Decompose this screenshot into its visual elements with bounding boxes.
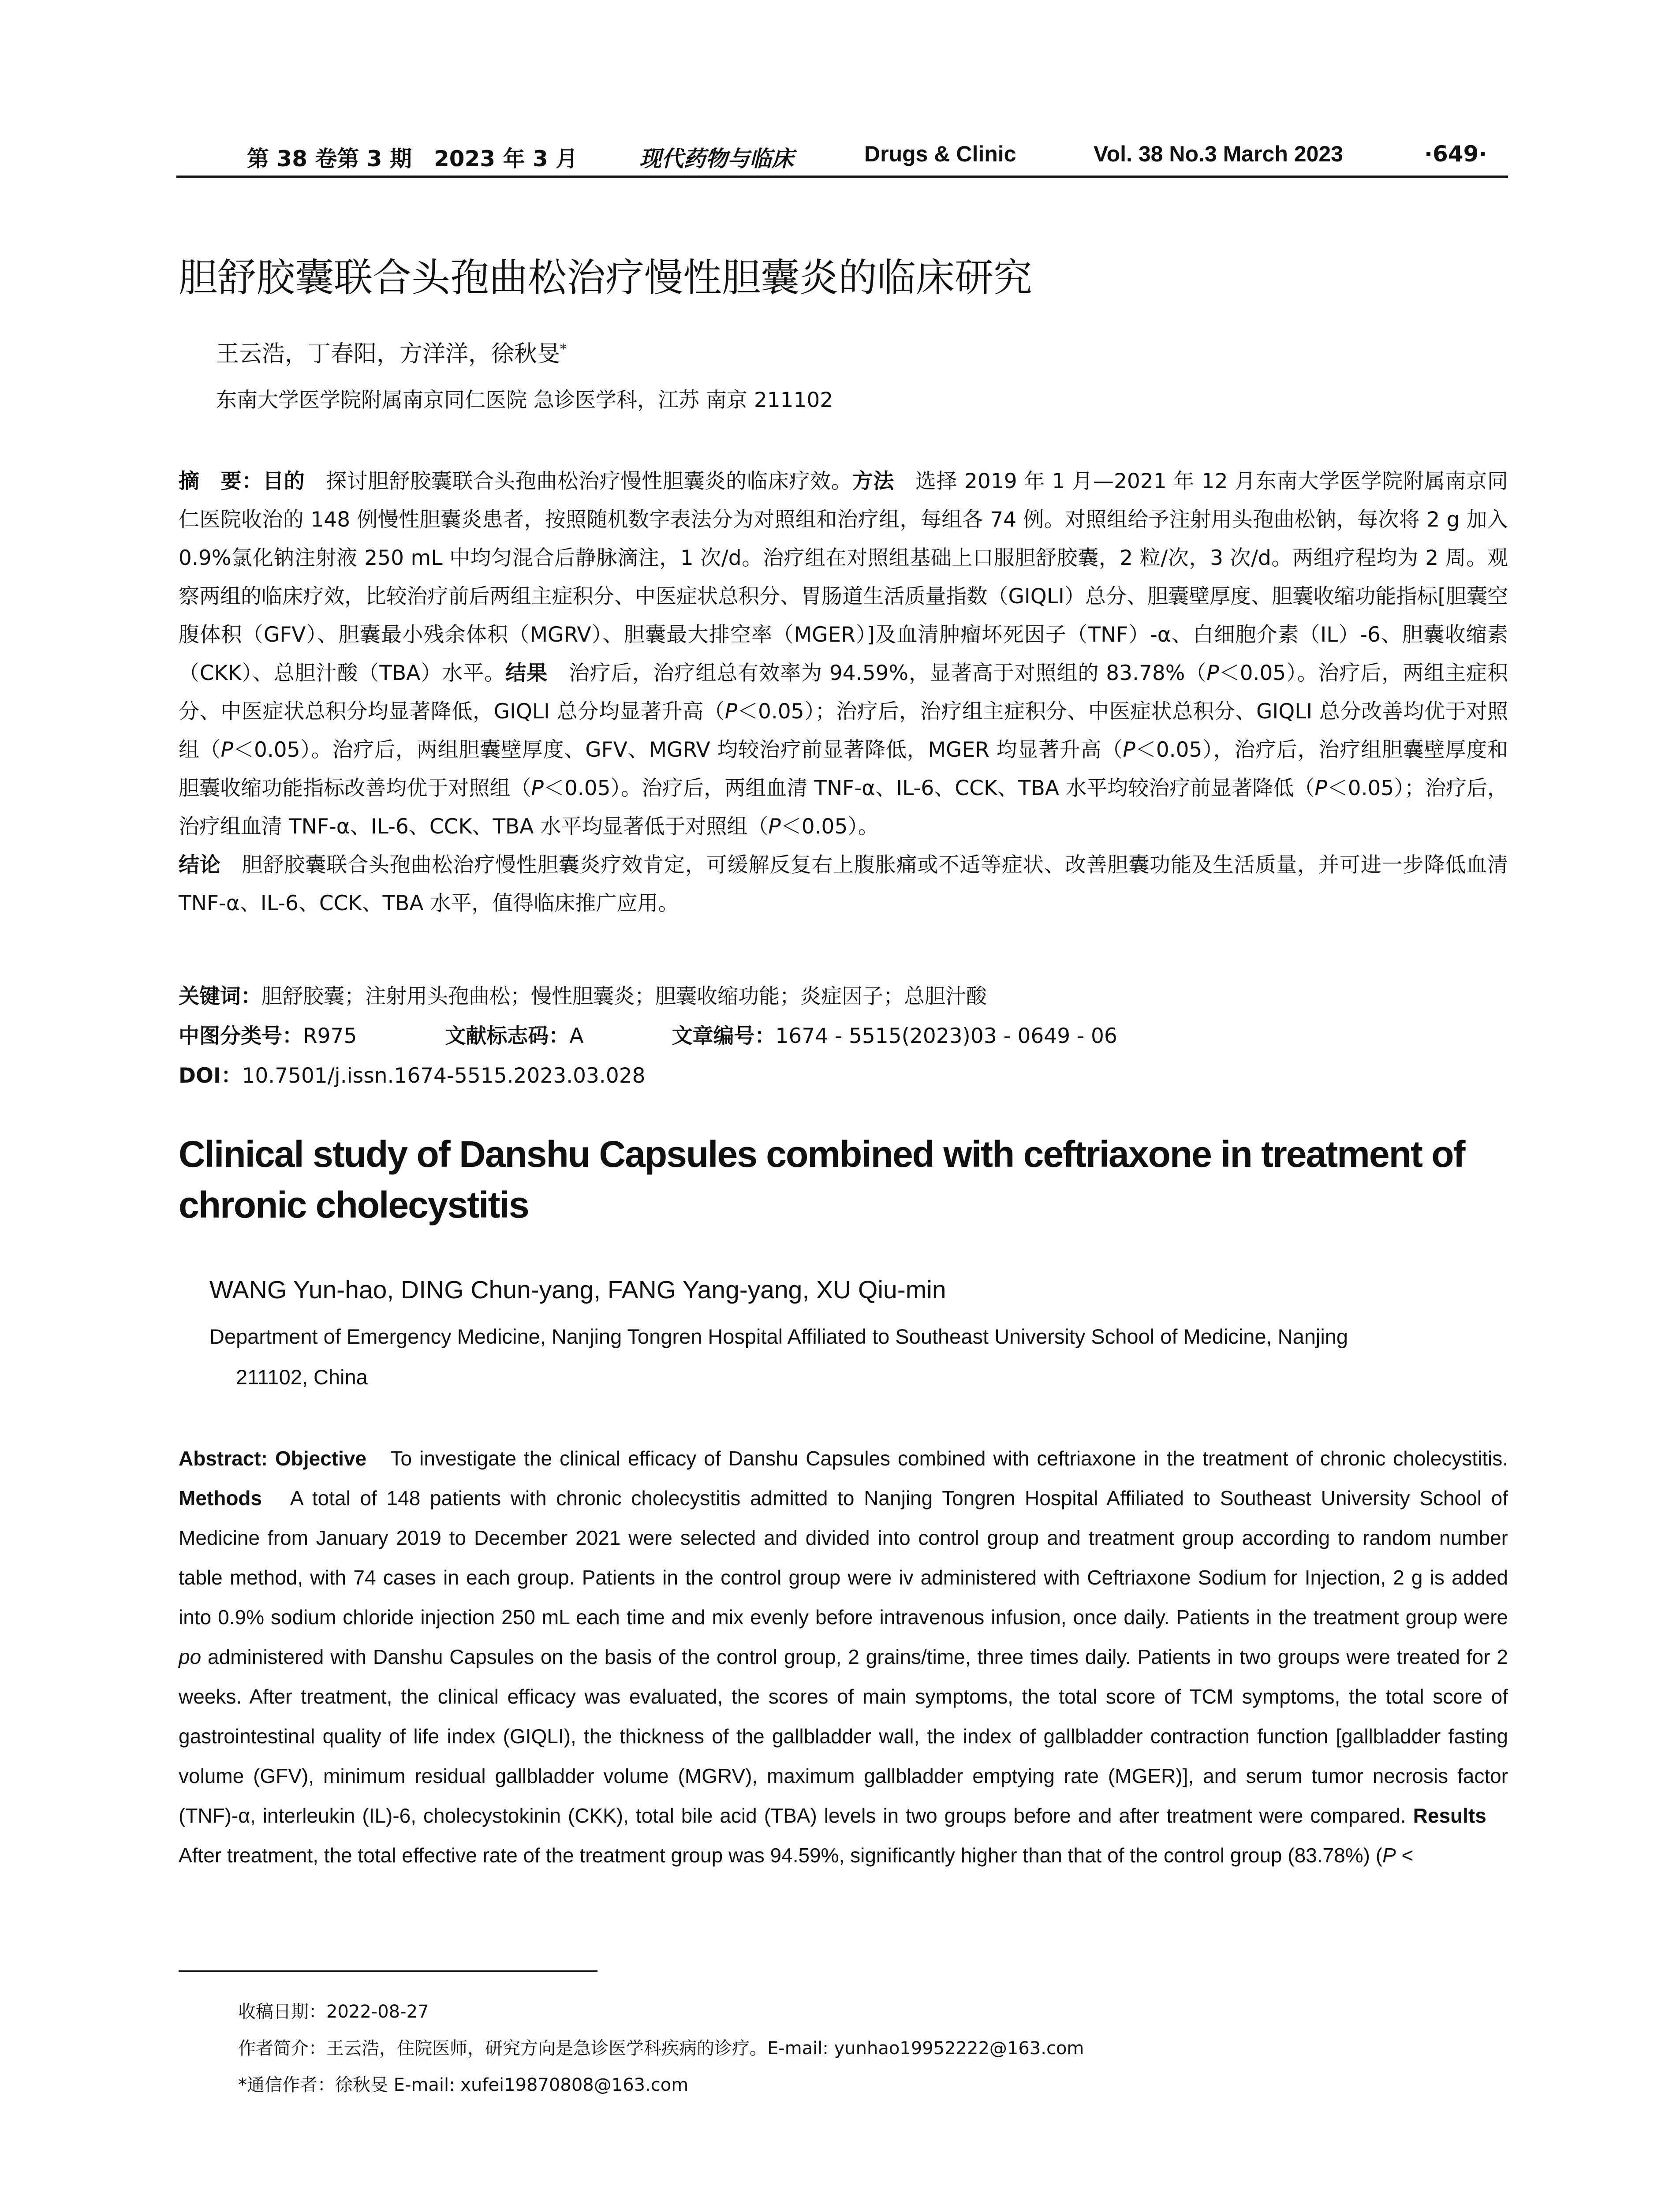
- p-symbol: P: [1206, 661, 1219, 685]
- corresponding-mark: *: [560, 341, 567, 357]
- cn-results-text: ＜0.05）；治疗后，治疗组血清 TNF-α、IL-6、CCK、TBA 水平均显著低于对照组（: [179, 776, 1508, 839]
- cn-keywords: [179, 980, 987, 1009]
- en-affiliation-line: Department of Emergency Medicine, Nanjing Tongren Hospital Affiliated to Southeast University School of Medicine, Nanjing: [209, 1325, 1348, 1348]
- p-symbol: P: [1382, 1844, 1396, 1867]
- doi-value: 10.7501/j.issn.1674-5515.2023.03.028: [242, 1064, 646, 1088]
- en-title: Clinical study of Danshu Capsules combined with ceftriaxone in treatment of chronic cholecystitis: [179, 1133, 1465, 1226]
- en-po: po: [179, 1645, 202, 1668]
- p-symbol: P: [1123, 738, 1135, 762]
- cn-results-text: ＜0.05）。: [780, 815, 879, 839]
- doccode-value: A: [569, 1024, 584, 1048]
- en-results: After treatment, the total effective rate of the treatment group was 94.59%, significantly higher than that of the control group (83.78%) (: [179, 1804, 1508, 1867]
- corr-label: *通信作者：: [238, 2075, 335, 2095]
- cn-results-text: ＜0.05）；治疗后，治疗组主症积分、中医症状总积分、GIQLI 总分改善均优于对照组（: [179, 699, 1508, 762]
- received-label: 收稿日期：: [238, 2002, 326, 2022]
- doccode-label: 文献标志码：: [445, 1024, 570, 1048]
- keywords-value: 胆舒胶囊；注射用头孢曲松；慢性胆囊炎；胆囊收缩功能；炎症因子；总胆汁酸: [261, 984, 987, 1009]
- cn-objective: 探讨胆舒胶囊联合头孢曲松治疗慢性胆囊炎的临床疗效。: [305, 469, 852, 493]
- p-symbol: P: [220, 738, 233, 762]
- cn-title: 胆舒胶囊联合头孢曲松治疗慢性胆囊炎的临床研究: [179, 255, 1033, 300]
- cn-results-text: ＜0.05）。治疗后，两组血清 TNF-α、IL-6、CCK、TBA 水平均较治疗前显著降低（: [543, 776, 1315, 800]
- clc-value: R975: [303, 1024, 357, 1048]
- en-results-tail: <: [1396, 1844, 1414, 1867]
- doi-label: DOI：: [179, 1064, 242, 1088]
- en-affiliation: [209, 1316, 1508, 1398]
- en-methods-label: Methods: [179, 1487, 262, 1510]
- cn-author-names: 王云浩，丁春阳，方洋洋，徐秋旻: [216, 341, 560, 367]
- cn-conclusion: 胆舒胶囊联合头孢曲松治疗慢性胆囊炎疗效肯定，可缓解反复右上腹胀痛或不适等症状、改善胆囊功能及生活质量，并可进一步降低血清 TNF-α、IL-6、CCK、TBA 水平，值得临床推广应用。: [179, 853, 1508, 916]
- cn-methods-label: 方法: [852, 469, 895, 493]
- header-issue-en: Vol. 38 No.3 March 2023: [1094, 142, 1343, 166]
- cn-results-text: ＜0.05）。治疗后，两组胆囊壁厚度、GFV、MGRV 均较治疗前显著降低，MGER 均显著升高（: [233, 738, 1123, 762]
- en-methods: A total of 148 patients with chronic cholecystitis admitted to Nanjing Tongren Hospital Affiliated to Southeast University School of Medicine from January 2019 to December 2021 were selected and divided into control group and treatment group according to random number table method, with 74 cases in each group. Patients in the control group were iv administered with Ceftriaxone Sodium for Injection, 2 g is added into 0.9% sodium chloride injection 250 mL each time and mix evenly before intravenous infusion, once daily. Patients in the treatment group were: [179, 1487, 1508, 1629]
- en-abstract: [179, 1439, 1508, 1875]
- keywords-label: 关键词：: [179, 984, 261, 1009]
- cn-results-text: 治疗后，治疗组总有效率为 94.59%，显著高于对照组的 83.78%（: [547, 661, 1207, 685]
- article-no-value: 1674 - 5515(2023)03 - 0649 - 06: [775, 1024, 1117, 1048]
- en-methods: administered with Danshu Capsules on the basis of the control group, 2 grains/time, three times daily. Patients in two groups were treated for 2 weeks. After treatment, the clinical efficacy was evaluated, the scores of main symptoms, the total score of TCM symptoms, the total score of gastrointestinal quality of life index (GIQLI), the thickness of the gallbladder wall, the index of gallbladder contraction function [gallbladder fasting volume (GFV), minimum residual gallbladder volume (MGRV), maximum gallbladder emptying rate (MGER)], and serum tumor necrosis factor (TNF)-α, interleukin (IL)-6, cholecystokinin (CKK), total bile acid (TBA) levels in two groups before and after treatment were compared.: [179, 1645, 1508, 1827]
- cn-affiliation: 东南大学医学院附属南京同仁医院 急诊医学科，江苏 南京 211102: [216, 388, 833, 412]
- header-rule: [176, 176, 1508, 178]
- p-symbol: P: [724, 699, 738, 724]
- cn-authors: [216, 335, 567, 368]
- cn-abstract-label: 摘 要：: [179, 469, 263, 493]
- en-authors: WANG Yun-hao, DING Chun-yang, FANG Yang-yang, XU Qiu-min: [209, 1276, 946, 1304]
- corr-value: 徐秋旻 E-mail: xufei19870808@163.com: [335, 2075, 689, 2095]
- cn-abstract: [179, 462, 1508, 923]
- header-issue-cn: 第 38 卷第 3 期 2023 年 3 月: [247, 146, 578, 172]
- en-abstract-label: Abstract: Objective: [179, 1447, 367, 1470]
- author-label: 作者简介：: [238, 2038, 326, 2059]
- cn-conclusion-label: 结论: [179, 853, 221, 877]
- cn-classification: [179, 1020, 1117, 1049]
- header-page-number: ·649·: [1424, 141, 1487, 167]
- clc-label: 中图分类号：: [179, 1024, 303, 1048]
- footnote-received: [238, 1998, 429, 2023]
- footnote-author: [238, 2034, 1084, 2059]
- article-no-label: 文章编号：: [672, 1024, 776, 1048]
- en-affiliation-line: 211102, China: [236, 1365, 368, 1389]
- cn-results-text: ＜0.05）。治疗后，两组主症积分、中医症状总积分均显著降低，GIQLI 总分均显著升高（: [179, 661, 1508, 724]
- cn-results-text: ＜0.05），治疗后，治疗组胆囊壁厚度和胆囊收缩功能指标改善均优于对照组（: [179, 738, 1508, 800]
- header-journal-cn: 现代药物与临床: [639, 146, 794, 172]
- footnote-corresponding: [238, 2071, 688, 2096]
- cn-doi: [179, 1059, 646, 1089]
- p-symbol: P: [1314, 776, 1327, 800]
- received-value: 2022-08-27: [326, 2002, 429, 2022]
- cn-results-label: 结果: [505, 661, 548, 685]
- cn-objective-label: 目的: [262, 469, 305, 493]
- footnote-rule: [179, 1970, 597, 1972]
- author-value: 王云浩，住院医师，研究方向是急诊医学科疾病的诊疗。E-mail: yunhao19952222@163.com: [326, 2038, 1084, 2059]
- header-journal-en: Drugs & Clinic: [864, 142, 1016, 166]
- en-objective: To investigate the clinical efficacy of Danshu Capsules combined with ceftriaxone in the treatment of chronic cholecystitis.: [366, 1447, 1508, 1470]
- en-results-label: Results: [1413, 1804, 1486, 1827]
- cn-methods: 选择 2019 年 1 月—2021 年 12 月东南大学医学院附属南京同仁医院收治的 148 例慢性胆囊炎患者，按照随机数字表法分为对照组和治疗组，每组各 74 例。对照组给予注射用头孢曲松钠，每次将 2 g 加入 0.9%氯化钠注射液 250 mL 中均匀混合后静脉滴注，1 次/d。治疗组在对照组基础上口服胆舒胶囊，2 粒/次，3 次/d。两组疗程均为 2 周。观察两组的临床疗效，比较治疗前后两组主症积分、中医症状总积分、胃肠道生活质量指数（GIQLI）总分、胆囊壁厚度、胆囊收缩功能指标[胆囊空腹体积（GFV）、胆囊最小残余体积（MGRV）、胆囊最大排空率（MGER）]及血清肿瘤坏死因子（TNF）-α、白细胞介素（IL）-6、胆囊收缩素（CKK）、总胆汁酸（TBA）水平。: [179, 469, 1508, 685]
- p-symbol: P: [768, 815, 781, 839]
- p-symbol: P: [531, 776, 544, 800]
